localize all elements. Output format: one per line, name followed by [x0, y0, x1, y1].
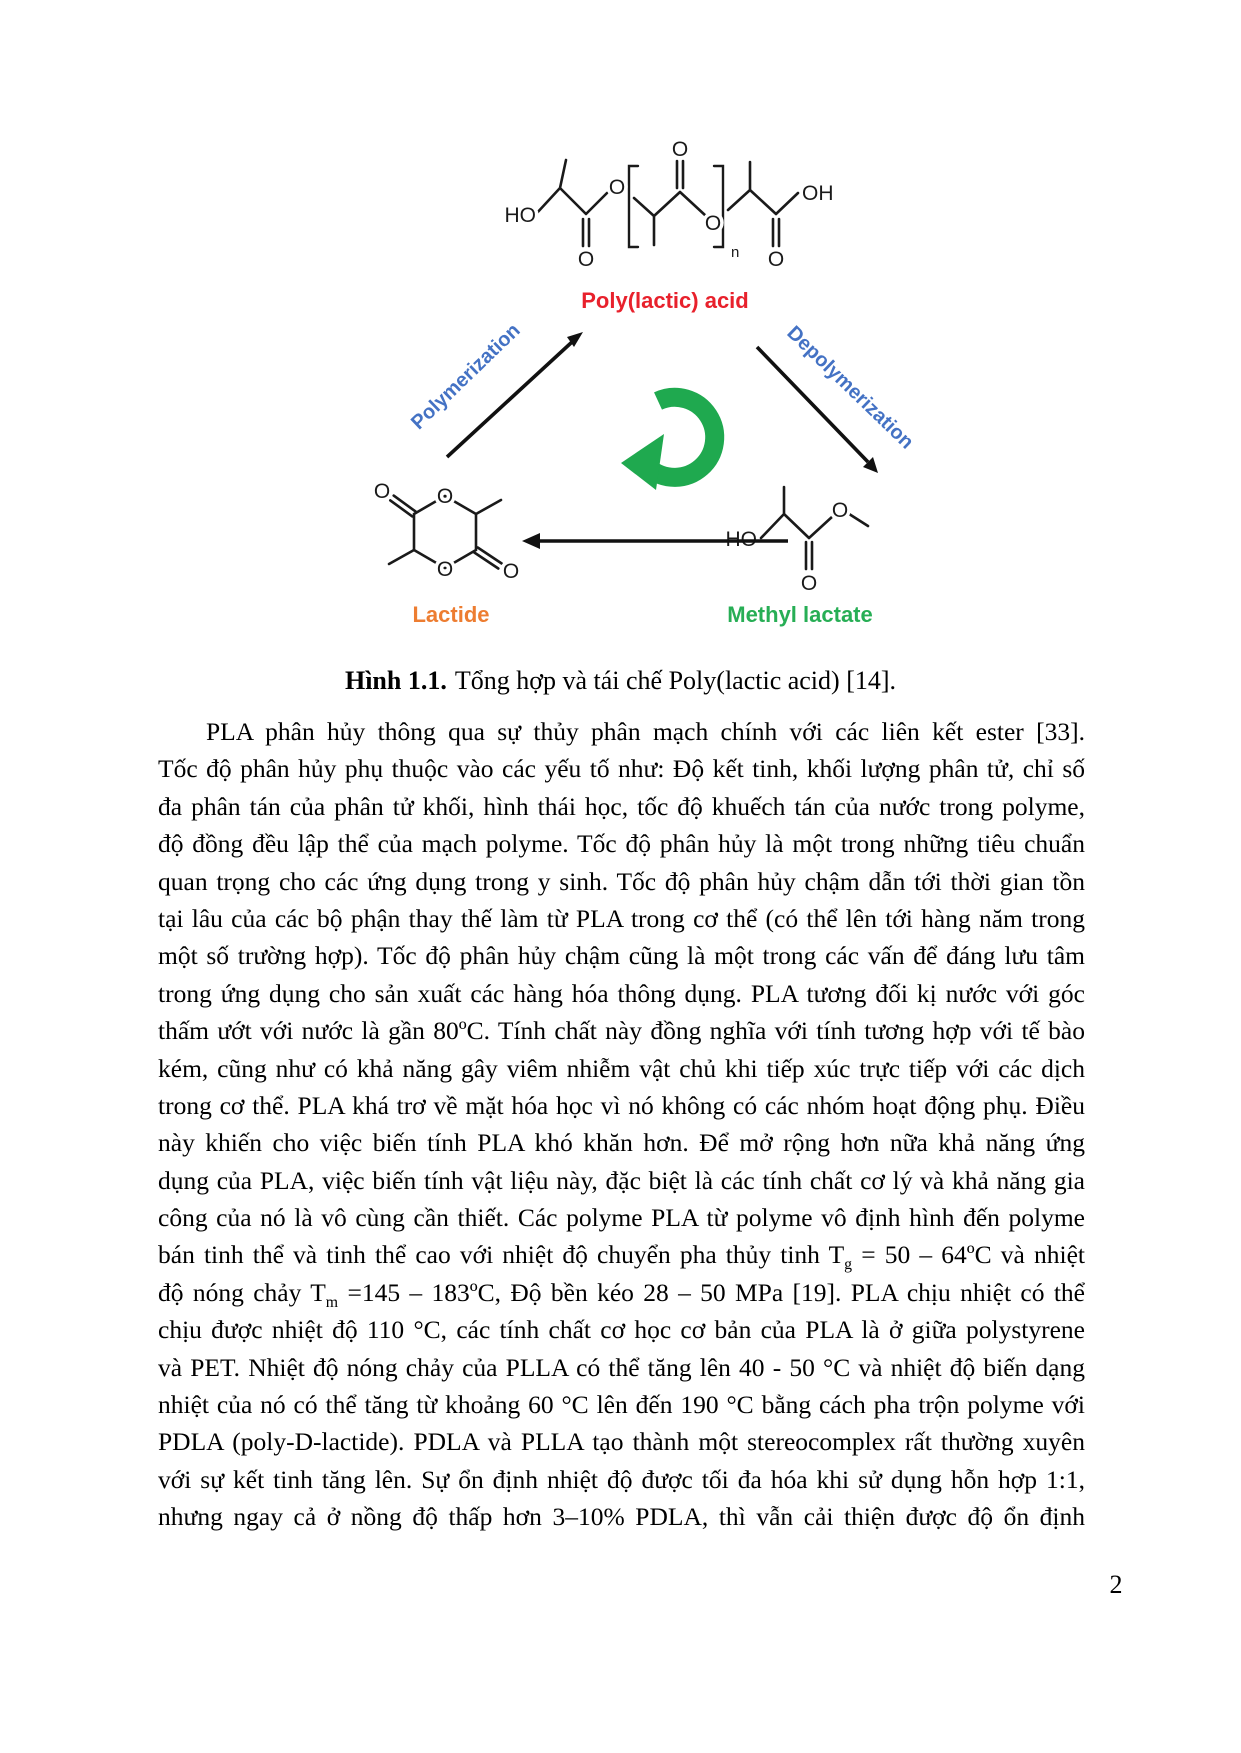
lactide-label: Lactide [412, 602, 490, 627]
polymerization-label: Polymerization [407, 319, 525, 435]
recycle-icon [621, 397, 715, 490]
body-line: dụng của PLA, việc biến tính vật liệu này, đặc biệt là các tính chất cơ lý và khả năng gia [158, 1165, 1085, 1195]
body-line-text: độ nóng chảy T [158, 1277, 326, 1307]
body-line: độ đồng đều lập thể của mạch polyme. Tốc độ phân hủy là một trong những tiêu chuẩn [158, 829, 1085, 859]
subscript-g: g [844, 1256, 853, 1274]
o-atom-label: O [502, 560, 520, 583]
body-line [158, 1274, 1085, 1311]
figure-caption-text: Tổng hợp và tái chế Poly(lactic acid) [14]. [454, 666, 897, 695]
methyl-lactate-label: Methyl lactate [727, 602, 873, 627]
o-atom-label: O [436, 485, 454, 508]
pla-structure [505, 138, 834, 271]
pla-label: Poly(lactic) acid [581, 288, 749, 313]
body-line: công của nó là vô cùng cần thiết. Các polyme PLA từ polyme vô định hình đến polyme [158, 1203, 1085, 1233]
body-line: và PET. Nhiệt độ nóng chảy của PLLA có thể tăng lên 40 - 50 °C và nhiệt độ biến dạng [158, 1352, 1085, 1382]
body-line: trong cơ thể. PLA khá trơ về mặt hóa học vì nó không có các nhóm hoạt động phụ. Điều [158, 1090, 1085, 1120]
body-line-text: = 50 – 64ºC và nhiệt [852, 1240, 1085, 1270]
body-line: nhưng ngay cả ở nồng độ thấp hơn 3–10% PDLA, thì vẫn cải thiện được độ ổn định [158, 1502, 1085, 1532]
o-atom-label: O [704, 212, 722, 235]
body-line-text: =145 – 183ºC, Độ bền kéo 28 – 50 MPa [19]. PLA chịu nhiệt có thể [338, 1277, 1085, 1307]
body-line: thấm ướt với nước là gần 80ºC. Tính chất này đồng nghĩa với tính tương hợp với tế bào [158, 1016, 1085, 1046]
page-number: 2 [1109, 1570, 1123, 1599]
body-line [158, 1236, 1085, 1273]
body-line: một số trường hợp). Tốc độ phân hủy chậm cũng là một trong các vấn để đáng lưu tâm [158, 941, 1085, 971]
ho-atom-label: HO [504, 204, 536, 227]
o-atom-label: O [671, 138, 689, 161]
o-atom-label: O [800, 572, 818, 595]
body-line: đa phân tán của phân tử khối, hình thái học, tốc độ khuếch tán của nước trong polyme, [158, 791, 1085, 821]
oh-atom-label: OH [802, 182, 834, 205]
body-line: PDLA (poly-D-lactide). PDLA và PLLA tạo thành một stereocomplex rất thường xuyên [158, 1427, 1085, 1457]
bracket-left [629, 166, 638, 247]
body-line: Tốc độ phân hủy phụ thuộc vào các yếu tố như: Độ kết tinh, khối lượng phân tử, chỉ số [158, 754, 1085, 784]
o-atom-label: O [577, 248, 595, 271]
o-atom-label: O [831, 499, 849, 522]
body-line: này khiến cho việc biến tính PLA khó khăn hơn. Để mở rộng hơn nữa khả năng ứng [158, 1128, 1085, 1158]
figure-caption-number: Hình 1.1. [344, 666, 447, 695]
body-line: chịu được nhiệt độ 110 °C, các tính chất cơ học cơ bản của PLA là ở giữa polystyrene [158, 1315, 1085, 1345]
body-line: PLA phân hủy thông qua sự thủy phân mạch chính với các liên kết ester [33]. [206, 717, 1085, 746]
body-line: kém, cũng như có khả năng gây viêm nhiễm vật chủ khi tiếp xúc trực tiếp với các dịch [158, 1053, 1085, 1083]
body-line: với sự kết tinh tăng lên. Sự ổn định nhiệt độ được tối đa hóa khi sử dụng hỗn hợp 1:1, [158, 1464, 1085, 1494]
o-atom-label: O [608, 176, 626, 199]
o-atom-label: O [373, 480, 391, 503]
body-line-text: bán tinh thể và tinh thể cao với nhiệt độ chuyển pha thủy tinh T [158, 1240, 845, 1270]
body-line: tại lâu của các bộ phận thay thế làm từ PLA trong cơ thể (có thể lên tới hàng năm trong [158, 903, 1085, 933]
repeat-n-label: n [731, 244, 740, 261]
polymerization-arrow [447, 332, 583, 457]
figure-pla-cycle [0, 0, 1241, 660]
ho-atom-label: HO [725, 528, 757, 551]
body-line: quan trọng cho các ứng dụng trong y sinh. Tốc độ phân hủy chậm dẫn tới thời gian tồn [158, 866, 1085, 896]
body-line: trong ứng dụng cho sản xuất các hàng hóa thông dụng. PLA tương đối kị nước với góc [158, 978, 1085, 1008]
lactide-structure [374, 480, 519, 583]
depolymerization-label: Depolymerization [782, 321, 918, 454]
figure-caption [0, 664, 1241, 698]
body-paragraph [158, 713, 1085, 1536]
subscript-m: m [325, 1293, 339, 1311]
o-atom-label: O [767, 248, 785, 271]
o-atom-label: O [436, 558, 454, 581]
body-line: nhiệt của nó có thể tăng từ khoảng 60 °C lên đến 190 °C bằng cách pha trộn polyme với [158, 1390, 1085, 1420]
